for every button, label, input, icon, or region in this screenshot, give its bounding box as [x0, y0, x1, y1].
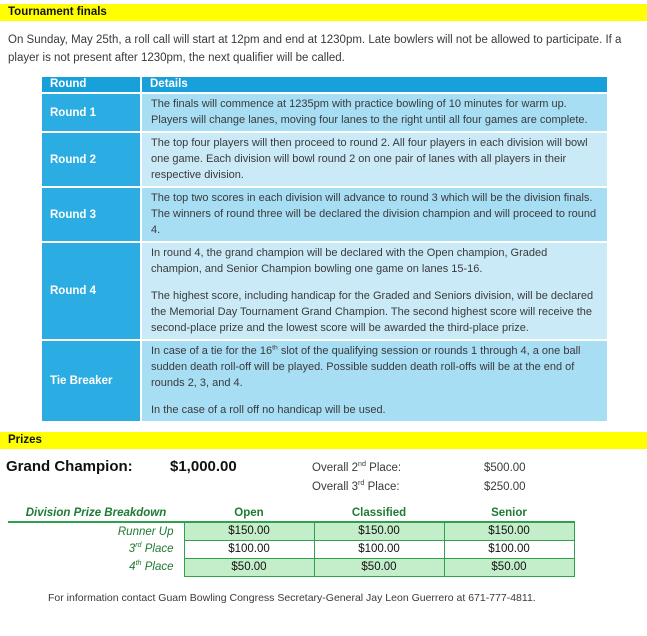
- round-label-cell: Tie Breaker: [41, 340, 141, 422]
- round-details-cell: [141, 187, 608, 242]
- round-details-cell: [141, 242, 608, 340]
- prize-value-cell: $150.00: [314, 522, 444, 540]
- row-label-text-post: Place: [141, 561, 174, 573]
- round-label-cell: Round 2: [41, 132, 141, 187]
- ordinal-suffix: rd: [358, 479, 365, 488]
- details-paragraph: The finals will commence at 1235pm with practice bowling of 10 minutes for warm up. Players will change lanes, moving four lanes to the right until all four games are complete.: [151, 98, 588, 126]
- paragraph-spacer: [151, 277, 598, 288]
- overall-3rd-text: Overall 3: [312, 481, 359, 493]
- overall-3rd-value: $250.00: [484, 481, 526, 493]
- ordinal-suffix: rd: [135, 541, 142, 550]
- division-row-4th-place: [8, 558, 574, 576]
- details-paragraph: [151, 343, 598, 391]
- table-row-round-2: [41, 132, 608, 187]
- prize-value-cell: $100.00: [184, 540, 314, 558]
- prize-value-cell: $50.00: [314, 558, 444, 576]
- division-row-label: [8, 522, 184, 540]
- table-row-round-4: [41, 242, 608, 340]
- section-title-prizes: Prizes: [0, 432, 647, 449]
- prize-value-cell: $100.00: [314, 540, 444, 558]
- details-column-header: Details: [141, 76, 608, 93]
- overall-2nd-value: $500.00: [484, 462, 526, 474]
- footer-contact-text: For information contact Guam Bowling Congress Secretary-General Jay Leon Guerrero at 671-777-4811.: [48, 591, 536, 604]
- overall-2nd-label: [312, 462, 401, 474]
- table-row-tie-breaker: [41, 340, 608, 422]
- row-label-text: 4: [129, 561, 136, 573]
- ordinal-suffix: th: [135, 559, 142, 568]
- round-details-cell: [141, 93, 608, 132]
- division-row-3rd-place: [8, 540, 574, 558]
- division-row-label: [8, 558, 184, 576]
- round-details-cell: [141, 340, 608, 422]
- details-paragraph: The top four players will then proceed to round 2. All four players in each division will bowl one game. Each division will bowl round 2 on one pair of lanes with all players in their respective division.: [151, 137, 588, 181]
- details-paragraph: In the case of a roll off no handicap will be used.: [151, 404, 386, 416]
- details-paragraph: The top two scores in each division will advance to round 3 which will be the division finals. The winners of round three will be declared the division champion and will proceed to round 4.: [151, 192, 597, 236]
- prize-value-cell: $150.00: [184, 522, 314, 540]
- row-label-text: Runner Up: [117, 525, 174, 538]
- division-breakdown-header: Division Prize Breakdown: [8, 506, 184, 522]
- row-label-text: 3: [128, 543, 136, 555]
- division-col-header-senior: Senior: [444, 506, 574, 522]
- table-row-round-1: [41, 93, 608, 132]
- division-col-header-open: Open: [184, 506, 314, 522]
- grand-champion-label: Grand Champion:: [6, 458, 133, 475]
- round-label-cell: Round 4: [41, 242, 141, 340]
- rounds-table: [40, 75, 609, 423]
- division-header-row: [8, 506, 574, 522]
- prize-value-cell: $150.00: [444, 522, 574, 540]
- prize-value-cell: $50.00: [184, 558, 314, 576]
- paragraph-spacer: [151, 391, 598, 402]
- division-row-label: [8, 540, 184, 558]
- overall-2nd-text: Overall 2: [312, 462, 359, 474]
- prize-value-cell: $50.00: [444, 558, 574, 576]
- overall-2nd-text-post: Place:: [365, 462, 402, 474]
- division-row-runner-up: [8, 522, 574, 540]
- prize-value-cell: $100.00: [444, 540, 574, 558]
- overall-3rd-text-post: Place:: [364, 481, 400, 493]
- overall-3rd-label: [312, 481, 400, 493]
- grand-champion-value: $1,000.00: [170, 458, 237, 475]
- section-title-tournament-finals: Tournament finals: [0, 4, 647, 21]
- division-prize-table: [8, 506, 575, 577]
- ordinal-suffix: nd: [358, 460, 366, 469]
- row-label-text-post: Place: [141, 543, 174, 555]
- intro-paragraph: On Sunday, May 25th, a roll call will start at 12pm and end at 1230pm. Late bowlers will not be allowed to participate. If a player is not present after 1230pm, the next qualifier will be called.: [8, 34, 622, 64]
- table-row-round-3: [41, 187, 608, 242]
- prize-summary: [0, 458, 647, 502]
- rounds-header-row: [41, 76, 608, 93]
- tie-text-post: slot of the qualifying session or rounds 1 through 4, a one ball sudden death roll-off will be played. Possible sudden death roll-offs will be at the end of rounds 2, 3, and 4.: [151, 345, 581, 389]
- division-col-header-classified: Classified: [314, 506, 444, 522]
- ordinal-suffix: th: [272, 344, 278, 352]
- round-label-cell: Round 1: [41, 93, 141, 132]
- round-details-cell: [141, 132, 608, 187]
- details-paragraph: In round 4, the grand champion will be declared with the Open champion, Graded champion, and Senior Champion bowling one game on lanes 15-16.: [151, 247, 548, 275]
- tie-text-pre: In case of a tie for the 16: [151, 345, 273, 357]
- round-column-header: Round: [41, 76, 141, 93]
- round-label-cell: Round 3: [41, 187, 141, 242]
- details-paragraph: The highest score, including handicap for the Graded and Seniors division, will be declared the Memorial Day Tournament Grand Champion. The second highest score will receive the second-place prize and the lowest score will be awarded the third-place prize.: [151, 290, 594, 334]
